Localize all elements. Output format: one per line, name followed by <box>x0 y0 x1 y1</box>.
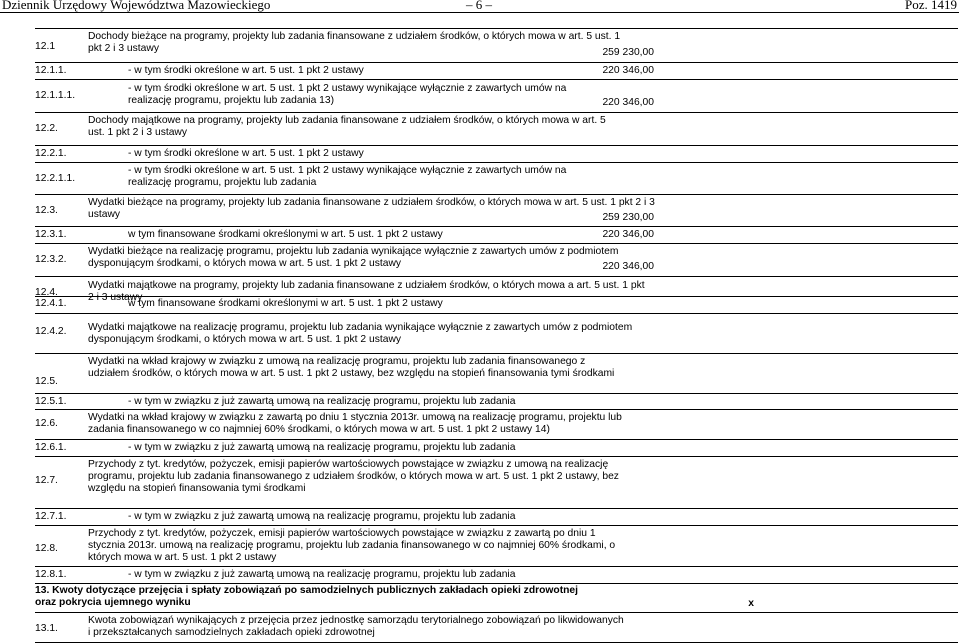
row-number: 12.4.2. <box>35 326 67 337</box>
row-number: 12.3.1. <box>35 229 67 240</box>
row-value: 259 230,00 <box>602 212 654 223</box>
row-number: 12.7. <box>35 475 58 486</box>
page-header <box>0 0 959 12</box>
row-description: Kwota zobowiązań wynikających z przejęcia przez jednostkę samorządu terytorialnego zobowiązań po likwidowanych i przekształcanych samodzielnych zakładach opieki zdrowotnej <box>88 615 624 639</box>
row-description: - w tym środki określone w art. 5 ust. 1 pkt 2 ustawy wynikające wyłącznie z zawartych umów na realizację programu, projektu lub zadania <box>128 165 567 189</box>
row-number: 12.1.1.1. <box>35 90 76 101</box>
row-number: 12.8. <box>35 543 58 554</box>
row-value: 259 230,00 <box>602 47 654 58</box>
table-row <box>35 526 958 567</box>
row-number: 12.3. <box>35 205 58 216</box>
row-number: 12.4. <box>35 287 58 298</box>
table-row <box>35 29 958 63</box>
row-number: 12.3.2. <box>35 254 67 265</box>
row-description: - w tym środki określone w art. 5 ust. 1 pkt 2 ustawy <box>128 65 364 76</box>
row-value: x <box>748 598 754 609</box>
table-row <box>35 457 958 509</box>
row-number: 12.6.1. <box>35 442 67 453</box>
row-number: 12.1 <box>35 41 56 52</box>
row-number: 12.2.1. <box>35 148 67 159</box>
table-row <box>35 613 958 643</box>
row-number: 12.5.1. <box>35 396 67 407</box>
table-row <box>35 567 958 584</box>
row-number: 12.5. <box>35 376 58 387</box>
row-description: - w tym środki określone w art. 5 ust. 1 pkt 2 ustawy wynikające wyłącznie z zawartych umów na realizację programu, projektu lub zadania 13) <box>128 83 567 107</box>
header-rule <box>0 12 959 13</box>
table-row <box>35 354 958 394</box>
row-number: 12.2.1.1. <box>35 173 76 184</box>
row-value: 220 346,00 <box>602 261 654 272</box>
row-description: w tym finansowane środkami określonymi w art. 5 ust. 1 pkt 2 ustawy <box>128 229 443 240</box>
row-number: 12.6. <box>35 418 58 429</box>
row-number: 12.8.1. <box>35 569 67 580</box>
table-row <box>35 227 958 244</box>
row-description: Wydatki na wkład krajowy w związku z umową na realizację programu, projektu lub zadania finansowanego z udziałem środków, o których mowa w art. 5 ust. 1 pkt 2 ustawy, bez względu na stopień finansowania tymi środkami <box>88 356 615 380</box>
row-description: w tym finansowane środkami określonymi w art. 5 ust. 1 pkt 2 ustawy <box>128 298 443 309</box>
page-number: – 6 – <box>466 0 492 12</box>
row-value: 220 346,00 <box>602 229 654 240</box>
row-value: 220 346,00 <box>602 97 654 108</box>
row-description: Wydatki majątkowe na realizację programu, projektu lub zadania wynikające wyłącznie z zawartych umów z podmiotem dysponującym środkami, o których mowa w art. 5 ust. 1 pkt 2 ustawy <box>88 322 633 346</box>
table-row <box>35 113 958 146</box>
row-description: Dochody majątkowe na programy, projekty lub zadania finansowane z udziałem środków, o których mowa w art. 5 ust. 1 pkt 2 i 3 ustawy <box>88 115 606 139</box>
row-description: Wydatki na wkład krajowy w związku z zawartą po dniu 1 stycznia 2013r. umową na realizację programu, projektu lub zadania finansowanego w co najmniej 60% środkami, o których mowa w art. 5 ust. 1 pkt 2 ustawy 14) <box>88 412 622 436</box>
row-description: - w tym w związku z już zawartą umową na realizację programu, projektu lub zadania <box>128 569 516 580</box>
table-row <box>35 244 958 277</box>
budget-table <box>35 28 958 643</box>
row-description: - w tym w związku z już zawartą umową na realizację programu, projektu lub zadania <box>128 511 516 522</box>
row-description: Przychody z tyt. kredytów, pożyczek, emisji papierów wartościowych powstające w związku z umową na realizację programu, projektu lub zadania finansowanego z udziałem środków, o których mowa w art. 5 ust. 1 pkt 2 ustawy, bez względu na stopień finansowania tymi środkami <box>88 459 619 495</box>
row-description: Wydatki majątkowe na programy, projekty lub zadania finansowane z udziałem środków, o których mowa a art. 5 ust. 1 pkt 2 i 3 ustawy <box>88 280 645 304</box>
row-number: 12.1.1. <box>35 65 67 76</box>
row-description: Wydatki bieżące na realizację programu, projektu lub zadania wynikające wyłącznie z zawartych umów z podmiotem dysponującym środkami, o których mowa w art. 5 ust. 1 pkt 2 ustawy <box>88 246 619 270</box>
row-number: 12.7.1. <box>35 511 67 522</box>
row-description: Przychody z tyt. kredytów, pożyczek, emisji papierów wartościowych powstające w związku z zawartą po dniu 1 stycznia 2013r. umową na realizację programu, projektu lub zadania finansowanego w co najmniej 60% środkami, o których mowa w art. 5 ust. 1 pkt 2 ustawy <box>88 528 616 564</box>
table-row <box>35 163 958 195</box>
row-description: Wydatki bieżące na programy, projekty lub zadania finansowane z udziałem środków, o których mowa w art. 5 ust. 1 pkt 2 i 3 ustawy <box>88 197 655 221</box>
table-row <box>35 440 958 457</box>
table-row <box>35 63 958 80</box>
table-row <box>35 314 958 354</box>
table-row <box>35 146 958 163</box>
row-number: 13.1. <box>35 623 58 634</box>
table-row <box>35 195 958 227</box>
journal-title: Dziennik Urzędowy Województwa Mazowieckiego <box>2 0 271 12</box>
row-description: - w tym środki określone w art. 5 ust. 1 pkt 2 ustawy <box>128 148 364 159</box>
table-row <box>35 297 958 314</box>
table-row <box>35 394 958 410</box>
position-number: Poz. 1419 <box>905 0 957 12</box>
row-number: 12.4.1. <box>35 298 67 309</box>
row-description: - w tym w związku z już zawartą umową na realizację programu, projektu lub zadania <box>128 396 516 407</box>
row-description: - w tym w związku z już zawartą umową na realizację programu, projektu lub zadania <box>128 442 516 453</box>
row-description: 13. Kwoty dotyczące przejęcia i spłaty zobowiązań po samodzielnych publicznych zakładach opieki zdrowotnej oraz pokrycia ujemnego wyniku <box>35 585 579 609</box>
table-row <box>35 410 958 440</box>
table-row <box>35 509 958 526</box>
row-number: 12.2. <box>35 123 58 134</box>
row-value: 220 346,00 <box>602 65 654 76</box>
row-description: Dochody bieżące na programy, projekty lub zadania finansowane z udziałem środków, o których mowa w art. 5 ust. 1 pkt 2 i 3 ustawy <box>88 31 621 55</box>
table-row <box>35 80 958 113</box>
